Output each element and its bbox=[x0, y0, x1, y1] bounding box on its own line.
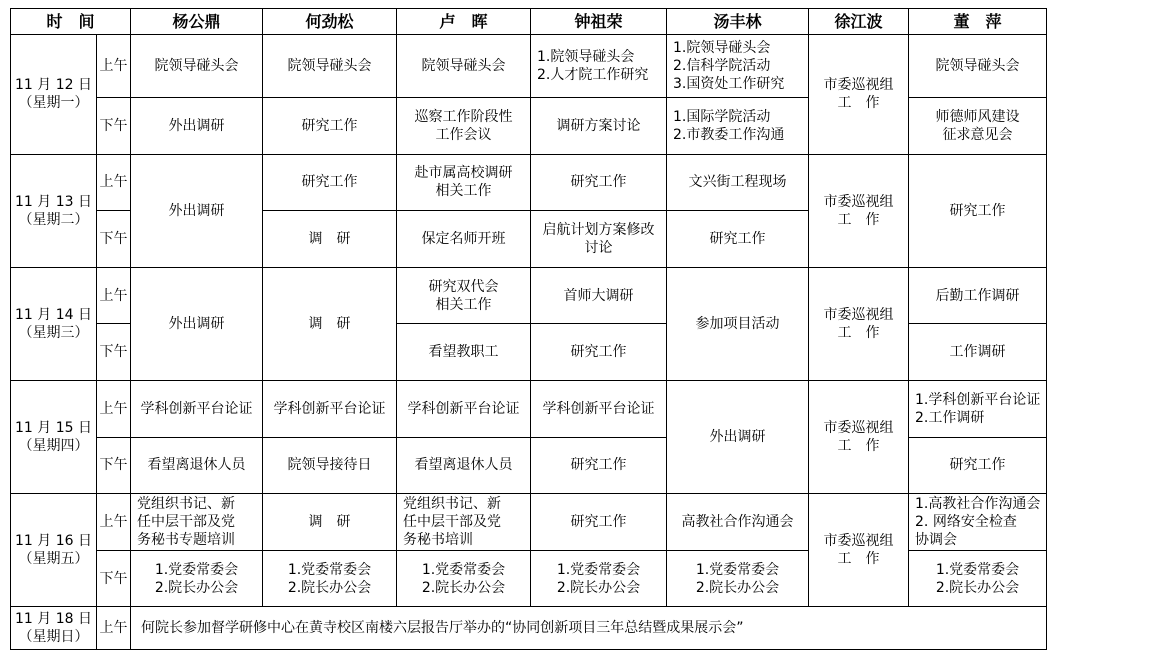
cell-line: 研究双代会 bbox=[428, 278, 499, 295]
cell bbox=[909, 494, 1047, 551]
cell-line: 1.党委常委会 bbox=[154, 561, 239, 578]
cell: 院领导碰头会 bbox=[397, 35, 531, 98]
half-pm: 下午 bbox=[97, 437, 131, 494]
cell bbox=[531, 35, 667, 98]
date-cell bbox=[11, 35, 97, 154]
weekday-label: （星期一） bbox=[18, 95, 89, 112]
cell-line: 1.党委常委会 bbox=[287, 561, 372, 578]
cell-line: 赴市属高校调研 bbox=[414, 165, 513, 182]
date-cell bbox=[11, 154, 97, 267]
cell: 首师大调研 bbox=[531, 267, 667, 324]
header-person-6: 徐江波 bbox=[809, 9, 909, 35]
half-am: 上午 bbox=[97, 35, 131, 98]
cell bbox=[397, 494, 531, 551]
cell-line: 1.院领导碰头会 bbox=[537, 49, 635, 66]
cell: 看望离退休人员 bbox=[397, 437, 531, 494]
cell bbox=[909, 550, 1047, 607]
cell-line: 讨论 bbox=[584, 239, 613, 256]
table-row bbox=[11, 154, 1047, 211]
table-row bbox=[11, 35, 1047, 98]
cell: 研究工作 bbox=[667, 211, 809, 268]
cell: 研究工作 bbox=[909, 154, 1047, 267]
cell-line: 2.信科学院活动 bbox=[673, 58, 771, 75]
cell: 参加项目活动 bbox=[667, 267, 809, 380]
cell: 调研方案讨论 bbox=[531, 97, 667, 154]
date-label: 11 月 16 日 bbox=[15, 533, 92, 550]
cell bbox=[531, 550, 667, 607]
cell: 学科创新平台论证 bbox=[263, 381, 397, 438]
cell-line: 工 作 bbox=[837, 211, 880, 228]
cell-xu bbox=[809, 267, 909, 380]
header-person-7: 董 萍 bbox=[909, 9, 1047, 35]
header-person-5: 汤丰林 bbox=[667, 9, 809, 35]
cell bbox=[909, 97, 1047, 154]
cell: 研究工作 bbox=[531, 494, 667, 551]
header-person-2: 何劲松 bbox=[263, 9, 397, 35]
header-time: 时 间 bbox=[11, 9, 131, 35]
cell-line: 2.院长办公会 bbox=[421, 579, 506, 596]
cell: 外出调研 bbox=[131, 97, 263, 154]
cell bbox=[131, 550, 263, 607]
cell-line: 1.学科创新平台论证 bbox=[915, 391, 1041, 408]
cell bbox=[397, 154, 531, 211]
cell: 调 研 bbox=[263, 494, 397, 551]
cell: 院领导碰头会 bbox=[131, 35, 263, 98]
cell: 工作调研 bbox=[909, 324, 1047, 381]
cell-full-day: 何院长参加督学研修中心在黄寺校区南楼六层报告厅举办的“协同创新项目三年总结暨成果展示会” bbox=[131, 607, 1047, 650]
cell-line: 任中层干部及党 bbox=[137, 514, 236, 531]
cell: 外出调研 bbox=[131, 154, 263, 267]
schedule-table bbox=[10, 8, 1047, 650]
cell-line: 相关工作 bbox=[435, 296, 492, 313]
date-cell bbox=[11, 607, 97, 650]
cell-line: 2.人才院工作研究 bbox=[537, 67, 649, 84]
cell: 看望离退休人员 bbox=[131, 437, 263, 494]
cell-line: 2.院长办公会 bbox=[154, 579, 239, 596]
cell-line: 1.国际学院活动 bbox=[673, 108, 771, 125]
date-label: 11 月 12 日 bbox=[15, 77, 92, 94]
date-label: 11 月 18 日 bbox=[15, 611, 92, 628]
cell: 学科创新平台论证 bbox=[531, 381, 667, 438]
cell: 保定名师开班 bbox=[397, 211, 531, 268]
cell-line: 1.院领导碰头会 bbox=[673, 40, 771, 57]
weekday-label: （星期日） bbox=[18, 629, 89, 646]
date-label: 11 月 15 日 bbox=[15, 420, 92, 437]
cell: 研究工作 bbox=[531, 324, 667, 381]
cell bbox=[909, 381, 1047, 438]
cell-line: 1.党委常委会 bbox=[556, 561, 641, 578]
cell: 研究工作 bbox=[531, 154, 667, 211]
cell bbox=[397, 97, 531, 154]
cell-line: 市委巡视组 bbox=[823, 306, 894, 323]
half-am: 上午 bbox=[97, 381, 131, 438]
half-am: 上午 bbox=[97, 494, 131, 551]
cell-line: 党组织书记、新 bbox=[137, 496, 236, 513]
cell-line: 工 作 bbox=[837, 95, 880, 112]
cell: 院领导碰头会 bbox=[263, 35, 397, 98]
cell-line: 1.党委常委会 bbox=[695, 561, 780, 578]
cell-line: 市委巡视组 bbox=[823, 193, 894, 210]
cell: 学科创新平台论证 bbox=[397, 381, 531, 438]
table-row bbox=[11, 267, 1047, 324]
cell-line: 工 作 bbox=[837, 551, 880, 568]
cell-line: 3.国资处工作研究 bbox=[673, 76, 785, 93]
cell-line: 征求意见会 bbox=[942, 126, 1013, 143]
cell: 研究工作 bbox=[531, 437, 667, 494]
cell-line: 2.院长办公会 bbox=[556, 579, 641, 596]
cell-line: 2.院长办公会 bbox=[935, 579, 1020, 596]
cell-line: 协调会 bbox=[915, 532, 958, 549]
cell-line: 2.工作调研 bbox=[915, 409, 985, 426]
cell-line: 1.高教社合作沟通会 bbox=[915, 496, 1041, 513]
cell-line: 务秘书专题培训 bbox=[137, 532, 236, 549]
half-pm: 下午 bbox=[97, 550, 131, 607]
cell: 院领导碰头会 bbox=[909, 35, 1047, 98]
date-label: 11 月 13 日 bbox=[15, 193, 92, 210]
cell bbox=[667, 97, 809, 154]
half-am: 上午 bbox=[97, 154, 131, 211]
cell-line: 2. 网络安全检查 bbox=[915, 514, 1017, 531]
cell-line: 1.党委常委会 bbox=[421, 561, 506, 578]
half-pm: 下午 bbox=[97, 324, 131, 381]
date-label: 11 月 14 日 bbox=[15, 306, 92, 323]
date-cell bbox=[11, 381, 97, 494]
table-row bbox=[11, 494, 1047, 551]
header-person-4: 钟祖荣 bbox=[531, 9, 667, 35]
cell-line: 2.院长办公会 bbox=[287, 579, 372, 596]
cell bbox=[667, 35, 809, 98]
cell-line: 2.院长办公会 bbox=[695, 579, 780, 596]
cell bbox=[263, 550, 397, 607]
cell: 研究工作 bbox=[909, 437, 1047, 494]
cell-xu bbox=[809, 35, 909, 154]
cell-line: 师德师风建设 bbox=[935, 108, 1020, 125]
table-row bbox=[11, 381, 1047, 438]
cell-line: 务秘书培训 bbox=[403, 532, 474, 549]
cell-line: 相关工作 bbox=[435, 183, 492, 200]
half-pm: 下午 bbox=[97, 211, 131, 268]
weekday-label: （星期四） bbox=[18, 438, 89, 455]
cell-line: 1.党委常委会 bbox=[935, 561, 1020, 578]
header-person-3: 卢 晖 bbox=[397, 9, 531, 35]
cell: 后勤工作调研 bbox=[909, 267, 1047, 324]
cell: 院领导接待日 bbox=[263, 437, 397, 494]
cell-line: 工作会议 bbox=[435, 126, 492, 143]
half-pm: 下午 bbox=[97, 97, 131, 154]
cell: 学科创新平台论证 bbox=[131, 381, 263, 438]
cell-xu bbox=[809, 494, 909, 607]
cell: 外出调研 bbox=[131, 267, 263, 380]
cell bbox=[397, 267, 531, 324]
cell bbox=[131, 494, 263, 551]
cell-line: 2.市教委工作沟通 bbox=[673, 126, 785, 143]
date-cell bbox=[11, 494, 97, 607]
cell: 外出调研 bbox=[667, 381, 809, 494]
table-row bbox=[11, 607, 1047, 650]
cell-line: 工 作 bbox=[837, 438, 880, 455]
cell-line: 任中层干部及党 bbox=[403, 514, 502, 531]
cell: 研究工作 bbox=[263, 97, 397, 154]
cell-line: 工 作 bbox=[837, 324, 880, 341]
weekday-label: （星期二） bbox=[18, 211, 89, 228]
cell-xu bbox=[809, 154, 909, 267]
weekday-label: （星期三） bbox=[18, 324, 89, 341]
cell bbox=[397, 550, 531, 607]
cell-xu bbox=[809, 381, 909, 494]
cell: 高教社合作沟通会 bbox=[667, 494, 809, 551]
cell-line: 市委巡视组 bbox=[823, 420, 894, 437]
cell: 看望教职工 bbox=[397, 324, 531, 381]
cell: 文兴街工程现场 bbox=[667, 154, 809, 211]
cell-line: 市委巡视组 bbox=[823, 77, 894, 94]
cell: 调 研 bbox=[263, 211, 397, 268]
header-row bbox=[11, 9, 1047, 35]
header-person-1: 杨公鼎 bbox=[131, 9, 263, 35]
cell: 调 研 bbox=[263, 267, 397, 380]
half-am: 上午 bbox=[97, 267, 131, 324]
cell-line: 党组织书记、新 bbox=[403, 496, 502, 513]
date-cell bbox=[11, 267, 97, 380]
cell bbox=[531, 211, 667, 268]
cell bbox=[667, 550, 809, 607]
cell: 研究工作 bbox=[263, 154, 397, 211]
half-am: 上午 bbox=[97, 607, 131, 650]
cell-line: 启航计划方案修改 bbox=[542, 221, 655, 238]
cell-line: 市委巡视组 bbox=[823, 533, 894, 550]
weekday-label: （星期五） bbox=[18, 551, 89, 568]
cell-line: 巡察工作阶段性 bbox=[414, 108, 513, 125]
